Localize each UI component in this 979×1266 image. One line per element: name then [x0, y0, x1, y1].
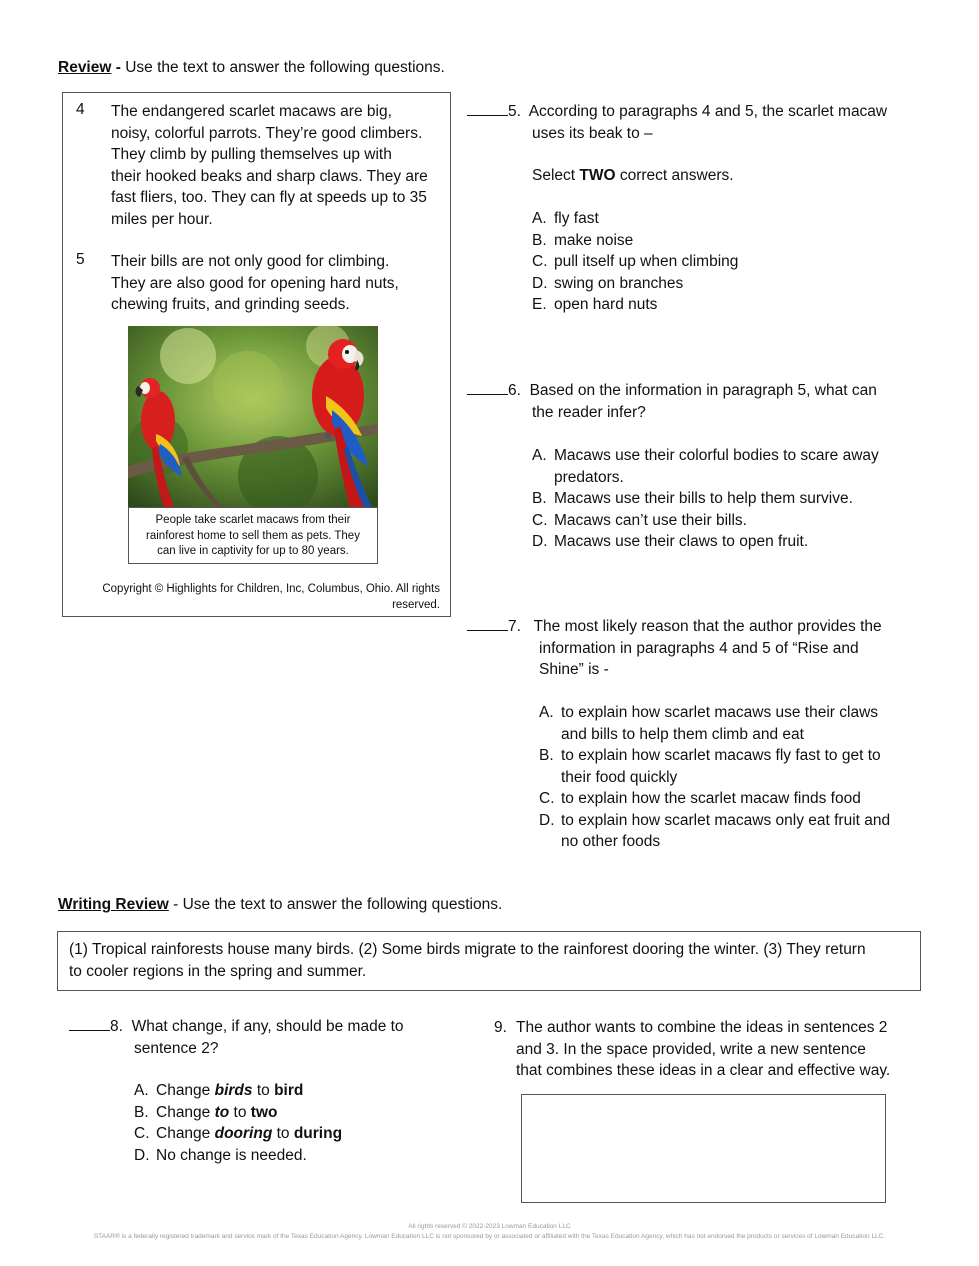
- writing-passage-line: (1) Tropical rainforests house many birds. (2) Some birds migrate to the rainforest dooring the winter. (3) They return: [69, 941, 866, 958]
- option-text: to explain how scarlet macaws use their claws: [561, 704, 879, 721]
- option-to-word: during: [293, 1125, 343, 1142]
- q8-options: [134, 1080, 464, 1166]
- paragraph-line: miles per hour.: [111, 210, 213, 228]
- q8-option-c[interactable]: [134, 1123, 464, 1145]
- select-two-instruction: [532, 165, 734, 187]
- review-dash: -: [111, 59, 121, 76]
- option-text: to: [272, 1125, 294, 1142]
- option-from-word: to: [214, 1103, 230, 1121]
- question-stem: that combines these ideas in a clear and effective way.: [516, 1062, 891, 1079]
- option-text: to explain how the scarlet macaw finds food: [561, 790, 861, 807]
- writing-passage-line: to cooler regions in the spring and summer.: [69, 962, 367, 980]
- option-letter: C.: [532, 253, 548, 270]
- option-text: Macaws can’t use their bills.: [554, 511, 747, 529]
- answer-blank[interactable]: [467, 380, 508, 395]
- question-number: 5.: [508, 103, 521, 120]
- option-letter: C.: [539, 790, 555, 807]
- question-stem: According to paragraphs 4 and 5, the scarlet macaw: [528, 103, 888, 120]
- option-letter: C.: [134, 1125, 150, 1142]
- option-text: no other foods: [561, 833, 661, 850]
- review-heading-line: [58, 59, 445, 77]
- q6-options: [532, 445, 922, 553]
- q8-option-a[interactable]: [134, 1080, 464, 1102]
- option-letter: A.: [532, 210, 547, 227]
- q6-option-d[interactable]: [532, 531, 922, 553]
- option-letter: B.: [134, 1103, 149, 1121]
- question-stem: uses its beak to –: [532, 124, 653, 142]
- option-letter: D.: [134, 1146, 150, 1164]
- option-text: their food quickly: [561, 768, 678, 786]
- q5-option-e[interactable]: [532, 294, 738, 316]
- q7-option-c[interactable]: [539, 788, 929, 810]
- paragraph-line: The endangered scarlet macaws are big,: [111, 103, 392, 120]
- paragraph-line: chewing fruits, and grinding seeds.: [111, 296, 350, 313]
- option-from-word: birds: [214, 1082, 253, 1099]
- question-stem: sentence 2?: [134, 1039, 219, 1057]
- written-answer-box[interactable]: [521, 1094, 886, 1203]
- paragraph-line: Their bills are not only good for climbing.: [111, 253, 390, 270]
- paragraph-5: [111, 251, 446, 316]
- option-text: fly fast: [554, 210, 599, 227]
- option-to-word: two: [250, 1103, 278, 1121]
- writing-review-heading-line: [58, 896, 502, 914]
- writing-review-heading: Writing Review: [58, 896, 169, 913]
- question-5: [467, 101, 927, 144]
- option-letter: B.: [532, 231, 547, 249]
- paragraph-4-number: 4: [76, 101, 85, 118]
- option-text: predators.: [554, 468, 624, 486]
- option-text: to explain how scarlet macaws fly fast to get to: [561, 747, 881, 764]
- option-text: make noise: [554, 231, 634, 249]
- q7-options: [539, 702, 929, 853]
- q8-option-b[interactable]: [134, 1102, 464, 1124]
- option-text: Macaws use their claws to open fruit.: [554, 533, 809, 550]
- q5-option-b[interactable]: [532, 230, 738, 252]
- caption-line: can live in captivity for up to 80 years.: [157, 545, 349, 557]
- paragraph-line: their hooked beaks and sharp claws. They are: [111, 167, 428, 185]
- question-9: [494, 1017, 934, 1082]
- option-to-word: bird: [274, 1082, 304, 1099]
- answer-blank[interactable]: [467, 101, 508, 116]
- question-8: [69, 1016, 469, 1059]
- select-text: correct answers.: [615, 167, 734, 184]
- option-text: Macaws use their bills to help them survive.: [554, 490, 853, 507]
- q5-option-a[interactable]: [532, 208, 738, 230]
- option-text: Change: [156, 1082, 215, 1099]
- photo-caption: [128, 507, 378, 564]
- caption-line: People take scarlet macaws from their: [155, 514, 351, 526]
- option-letter: B.: [539, 747, 554, 764]
- option-text: pull itself up when climbing: [554, 253, 739, 270]
- paragraph-line: noisy, colorful parrots. They’re good climbers.: [111, 124, 423, 142]
- q6-option-c[interactable]: [532, 510, 922, 532]
- option-text: Change: [156, 1125, 215, 1142]
- answer-blank[interactable]: [467, 616, 508, 631]
- q5-options: [532, 208, 738, 316]
- option-text: open hard nuts: [554, 296, 658, 313]
- question-stem: Based on the information in paragraph 5, what can: [529, 382, 877, 399]
- q5-option-c[interactable]: [532, 251, 738, 273]
- question-number: 8.: [110, 1018, 123, 1035]
- answer-blank[interactable]: [69, 1016, 110, 1031]
- option-text: to: [252, 1082, 275, 1099]
- question-stem: Shine” is -: [539, 661, 609, 678]
- q6-option-b[interactable]: [532, 488, 922, 510]
- question-number: 6.: [508, 382, 521, 399]
- paragraph-5-number: 5: [76, 251, 85, 268]
- copyright-line: Copyright © Highlights for Children, Inc, Columbus, Ohio. All rights: [102, 583, 440, 595]
- q7-option-d[interactable]: [539, 810, 929, 853]
- paragraph-line: fast fliers, too. They can fly at speeds up to 35: [111, 189, 427, 206]
- question-stem: The author wants to combine the ideas in sentences 2: [516, 1019, 888, 1036]
- option-text: Macaws use their colorful bodies to scare away: [554, 447, 879, 464]
- question-7: [467, 616, 937, 681]
- option-letter: E.: [532, 296, 547, 313]
- writing-passage-box: [57, 931, 921, 991]
- option-letter: C.: [532, 511, 548, 529]
- copyright-line: reserved.: [392, 599, 440, 611]
- select-emphasis: TWO: [579, 167, 616, 184]
- option-letter: D.: [539, 811, 555, 829]
- review-instruction: Use the text to answer the following questions.: [120, 59, 445, 76]
- option-text: to: [229, 1103, 251, 1121]
- select-text: Select: [532, 167, 580, 184]
- paragraph-4: [111, 101, 446, 230]
- q6-option-a[interactable]: [532, 445, 922, 488]
- question-number: 9.: [494, 1019, 507, 1036]
- question-stem: What change, if any, should be made to: [131, 1018, 404, 1035]
- q5-option-d[interactable]: [532, 273, 738, 295]
- q7-option-a[interactable]: [539, 702, 929, 745]
- footer-trademark: STAAR® is a federally registered trademark and service mark of the Texas Education Agency. Lowman Education LLC is not sponsored by or associated or affiliated with the Texas Education Agency, which has not endorsed the products or services of Lowman Education LLC.: [93, 1233, 886, 1240]
- q7-option-b[interactable]: [539, 745, 929, 788]
- option-letter: A.: [134, 1082, 149, 1099]
- writing-review-instruction: - Use the text to answer the following questions.: [168, 896, 503, 913]
- macaw-photo: [128, 326, 378, 507]
- question-stem: information in paragraphs 4 and 5 of “Rise and: [539, 639, 859, 657]
- caption-line: rainforest home to sell them as pets. They: [146, 529, 360, 542]
- option-text: swing on branches: [554, 274, 684, 292]
- question-stem: and 3. In the space provided, write a new sentence: [516, 1040, 866, 1058]
- option-text: No change is needed.: [156, 1146, 307, 1164]
- copyright-notice: [83, 581, 440, 613]
- question-6: [467, 380, 927, 423]
- option-text: Change: [156, 1103, 215, 1121]
- paragraph-line: They climb by pulling themselves up with: [111, 146, 392, 163]
- option-letter: B.: [532, 490, 547, 507]
- option-letter: A.: [532, 447, 547, 464]
- option-letter: A.: [539, 704, 554, 721]
- question-stem: the reader infer?: [532, 403, 646, 421]
- option-text: to explain how scarlet macaws only eat fruit and: [561, 811, 891, 829]
- passage-box: [62, 92, 451, 617]
- footer-rights: All rights reserved © 2022-2023 Lowman Education LLC: [408, 1223, 571, 1230]
- question-stem: The most likely reason that the author provides the: [533, 618, 882, 635]
- option-letter: D.: [532, 533, 548, 550]
- paragraph-line: They are also good for opening hard nuts,: [111, 274, 399, 292]
- question-number: 7.: [508, 618, 521, 635]
- q8-option-d[interactable]: [134, 1145, 464, 1167]
- option-from-word: dooring: [214, 1125, 273, 1142]
- review-heading: Review: [58, 59, 112, 76]
- option-letter: D.: [532, 274, 548, 292]
- option-text: and bills to help them climb and eat: [561, 725, 804, 743]
